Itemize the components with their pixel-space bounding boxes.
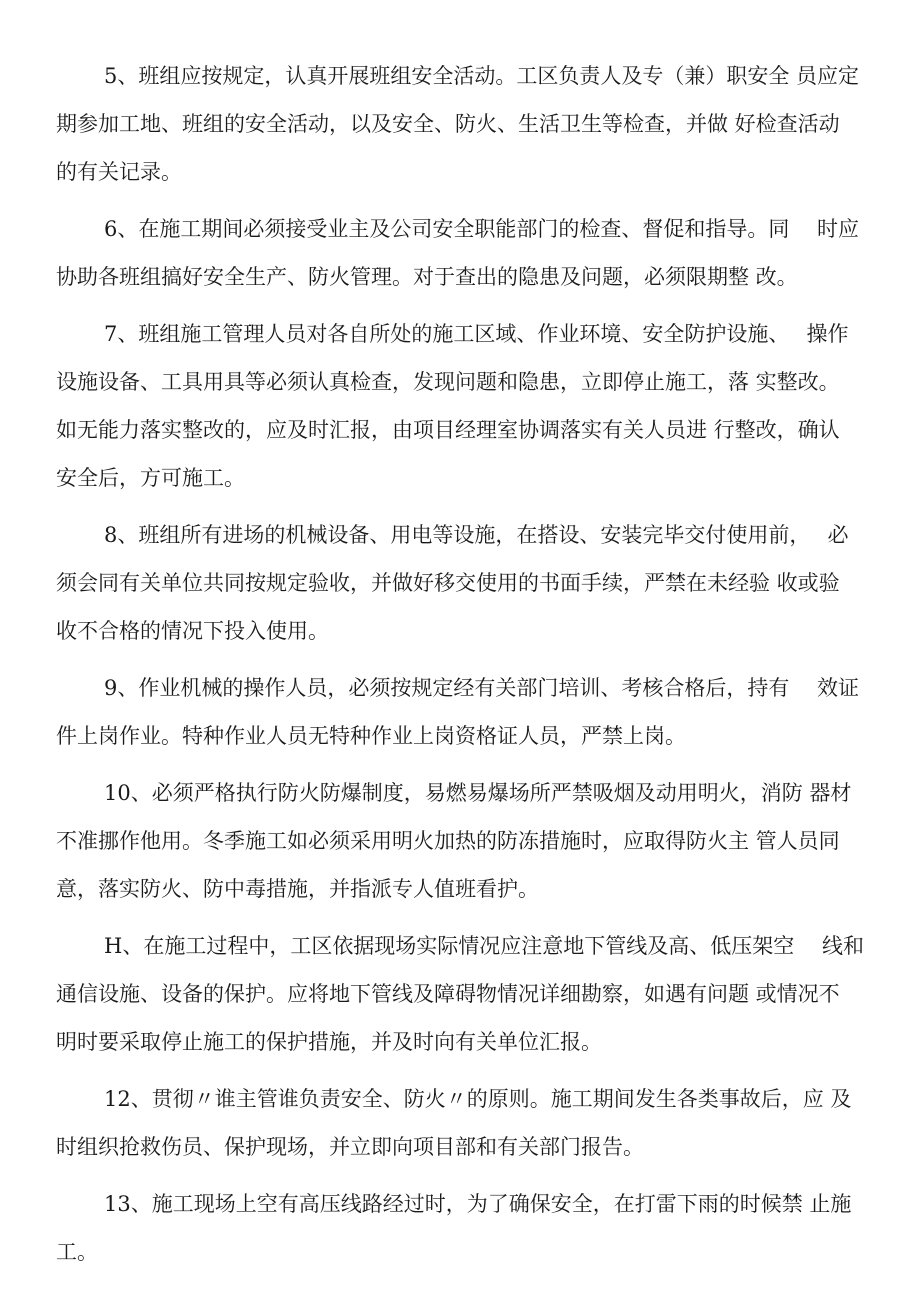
paragraph-line: 7、班组施工管理人员对各自所处的施工区域、作业环境、安全防护设施、 操作 — [104, 322, 849, 346]
paragraph-line: 6、在施工期间必须接受业主及公司安全职能部门的检查、督促和指导。同 时应 — [104, 217, 860, 241]
paragraph-line: 8、班组所有进场的机械设备、用电等设施，在搭设、安装完毕交付使用前， 必 — [104, 523, 849, 547]
paragraph-line: 9、作业机械的操作人员，必须按规定经有关部门培训、考核合格后，持有 效证 — [104, 676, 860, 700]
paragraph-line: 的有关记录。 — [56, 160, 182, 184]
paragraph-line: 须会同有关单位共同按规定验收，并做好移交使用的书面手续，严禁在未经验 收或验 — [56, 571, 840, 595]
paragraph-line: 通信设施、设备的保护。应将地下管线及障碍物情况详细勘察，如遇有问题 或情况不 — [56, 982, 840, 1006]
paragraph-9 — [56, 664, 868, 760]
paragraph-line: 不准挪作他用。冬季施工如必须采用明火加热的防冻措施时，应取得防火主 管人员同 — [56, 829, 840, 853]
paragraph-5 — [56, 52, 868, 196]
paragraph-8 — [56, 511, 868, 655]
paragraph-line: 13、施工现场上空有高压线路经过时，为了确保安全，在打雷下雨的时候禁 止施 — [104, 1192, 852, 1216]
paragraph-line: 设施设备、工具用具等必须认真检查，发现问题和隐患，立即停止施工，落 实整改。 — [56, 370, 840, 394]
paragraph-line: 明时要采取停止施工的保护措施，并及时向有关单位汇报。 — [56, 1030, 602, 1054]
paragraph-line: 意，落实防火、防中毒措施，并指派专人值班看护。 — [56, 877, 539, 901]
paragraph-10 — [56, 769, 868, 913]
paragraph-line: 期参加工地、班组的安全活动，以及安全、防火、生活卫生等检查，并做 好检查活动 — [56, 112, 840, 136]
paragraph-line: H、在施工过程中，工区依据现场实际情况应注意地下管线及高、低压架空 线和 — [104, 934, 864, 958]
paragraph-line: 件上岗作业。特种作业人员无特种作业上岗资格证人员，严禁上岗。 — [56, 724, 686, 748]
paragraph-line: 10、必须严格执行防火防爆制度，易燃易爆场所严禁吸烟及动用明火，消防 器材 — [104, 781, 852, 805]
paragraph-line: 时组织抢救伤员、保护现场，并立即向项目部和有关部门报告。 — [56, 1135, 644, 1159]
paragraph-line: 如无能力落实整改的，应及时汇报，由项目经理室协调落实有关人员进 行整改，确认 — [56, 418, 840, 442]
paragraph-6 — [56, 205, 868, 301]
paragraph-line: 安全后，方可施工。 — [56, 466, 245, 490]
paragraph-12 — [56, 1075, 868, 1171]
paragraph-11 — [56, 922, 868, 1066]
paragraph-13 — [56, 1180, 868, 1276]
paragraph-line: 5、班组应按规定，认真开展班组安全活动。工区负责人及专（兼）职安全 员应定 — [104, 64, 860, 88]
paragraph-7 — [56, 310, 868, 502]
paragraph-line: 12、贯彻〃谁主管谁负责安全、防火〃的原则。施工期间发生各类事故后，应 及 — [104, 1087, 852, 1111]
paragraph-line: 工。 — [56, 1240, 98, 1264]
paragraph-line: 协助各班组搞好安全生产、防火管理。对于查出的隐患及问题，必须限期整 改。 — [56, 265, 798, 289]
paragraph-line: 收不合格的情况下投入使用。 — [56, 619, 329, 643]
